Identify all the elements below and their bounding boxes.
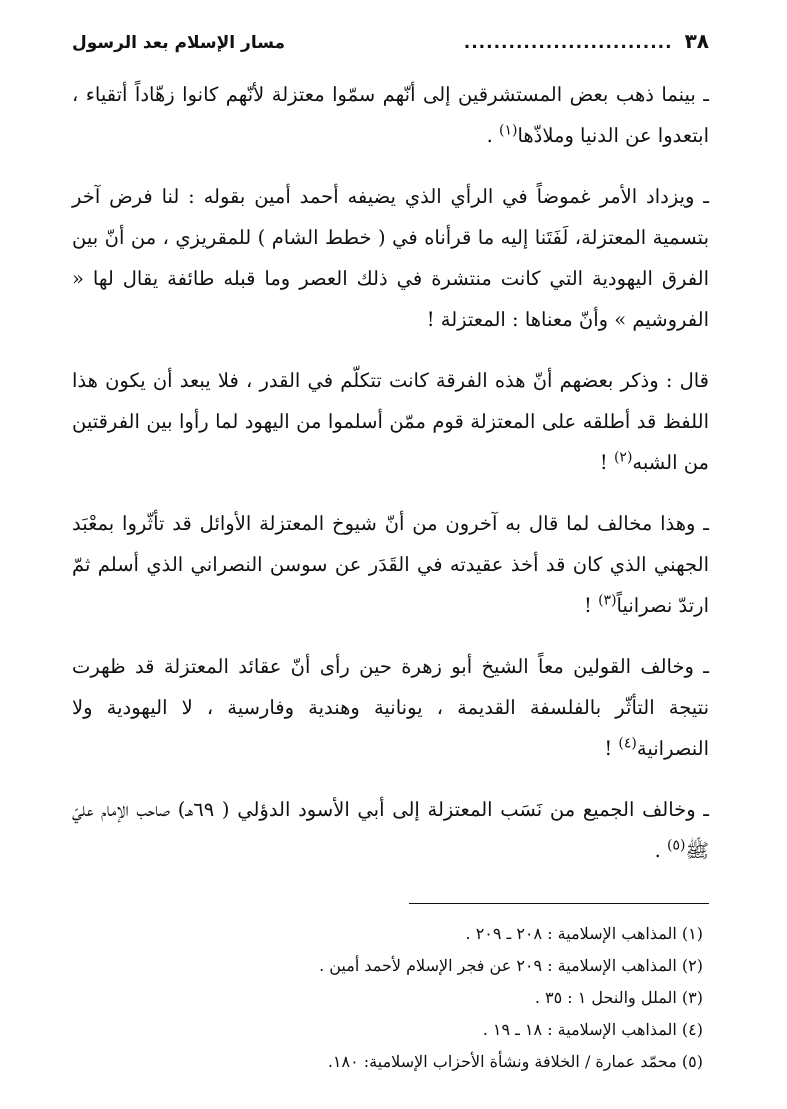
footnote-ref: (١) <box>498 122 518 139</box>
paragraph-tail: ! <box>604 737 619 760</box>
running-title: مسار الإسلام بعد الرسول <box>72 33 286 53</box>
footnote: (١) المذاهب الإسلامية : ٢٠٨ ـ ٢٠٩ . <box>465 924 703 943</box>
paragraph-text: ـ وخالف القولين معاً الشيخ أبو زهرة حين رأى أنّ عقائد المعتزلة قد ظهرت نتيجة التأثّر بالفلسفة القديمة ، يونانية وهندية وفارسية ، لا اليهودية ولا النصرانية <box>72 655 709 760</box>
footnote: (٤) المذاهب الإسلامية : ١٨ ـ ١٩ . <box>482 1020 703 1039</box>
footnote-ref: (٢) <box>613 449 633 466</box>
footnote: (٥) محمّد عمارة / الخلافة ونشأة الأحزاب الإسلامية: ١٨٠. <box>327 1052 703 1071</box>
paragraph <box>72 789 709 871</box>
paragraph-text: ـ بينما ذهب بعض المستشرقين إلى أنّهم سمّوا معتزلة لأنّهم كانوا زهّاداً أتقياء ، ابتعدوا عن الدنيا وملاذّها <box>72 83 709 147</box>
footnote: (٣) الملل والنحل ١ : ٣٥ . <box>534 988 703 1007</box>
footnote-ref: (٤) <box>618 735 637 752</box>
paragraph-tail: . <box>486 124 499 147</box>
paragraph <box>72 74 709 156</box>
paragraph-tail: . <box>654 839 667 862</box>
footnote-ref: (٣) <box>598 592 617 609</box>
paragraph-text: قال : وذكر بعضهم أنّ هذه الفرقة كانت تتكلّم في القدر ، فلا يبعد أن يكون هذا اللفظ قد أطلقه على المعتزلة قوم ممّن أسلموا من اليهود لما رأوا بين الفرقتين من الشبه <box>72 369 709 474</box>
page-number: ٣٨ <box>684 29 709 53</box>
paragraph-tail: ! <box>599 451 614 474</box>
running-header <box>72 26 709 62</box>
paragraph-text: ـ وهذا مخالف لما قال به آخرون من أنّ شيوخ المعتزلة الأوائل قد تأثّروا بمعْبَد الجهني الذي كان قد أخذ عقيدته في القَدَر عن سوسن النصراني الذي أسلم ثمّ ارتدّ نصرانياً <box>72 512 709 617</box>
paragraph-text: ـ وخالف الجميع من نَسَب المعتزلة إلى أبي الأسود الدؤلي ( ٦٩هـ) صاحب الإمام عليّ ﷺ <box>72 798 710 862</box>
paragraph-tail: ! <box>584 594 599 617</box>
footnotes <box>72 918 709 1078</box>
footnote-separator <box>409 903 709 904</box>
paragraph <box>72 176 709 340</box>
paragraph <box>72 360 709 483</box>
footnote-ref: (٥) <box>666 837 686 854</box>
paragraph-text: ـ ويزداد الأمر غموضاً في الرأي الذي يضيفه أحمد أمين بقوله : لنا فرض آخر بتسمية المعتزلة، لَفَتَنا إليه ما قرأناه في ( خطط الشام ) للمقريزي ، من أنّ بين الفرق اليهودية التي كانت منتشرة في ذلك العصر وما قبله طائفة يقال لها « الفروشيم » وأنّ معناها : المعتزلة ! <box>72 185 709 331</box>
body-text <box>72 74 709 871</box>
paragraph <box>72 503 709 626</box>
footnote: (٢) المذاهب الإسلامية : ٢٠٩ عن فجر الإسلام لأحمد أمين . <box>319 956 703 975</box>
paragraph <box>72 646 709 769</box>
header-leader-dots: ............................ <box>463 33 673 53</box>
